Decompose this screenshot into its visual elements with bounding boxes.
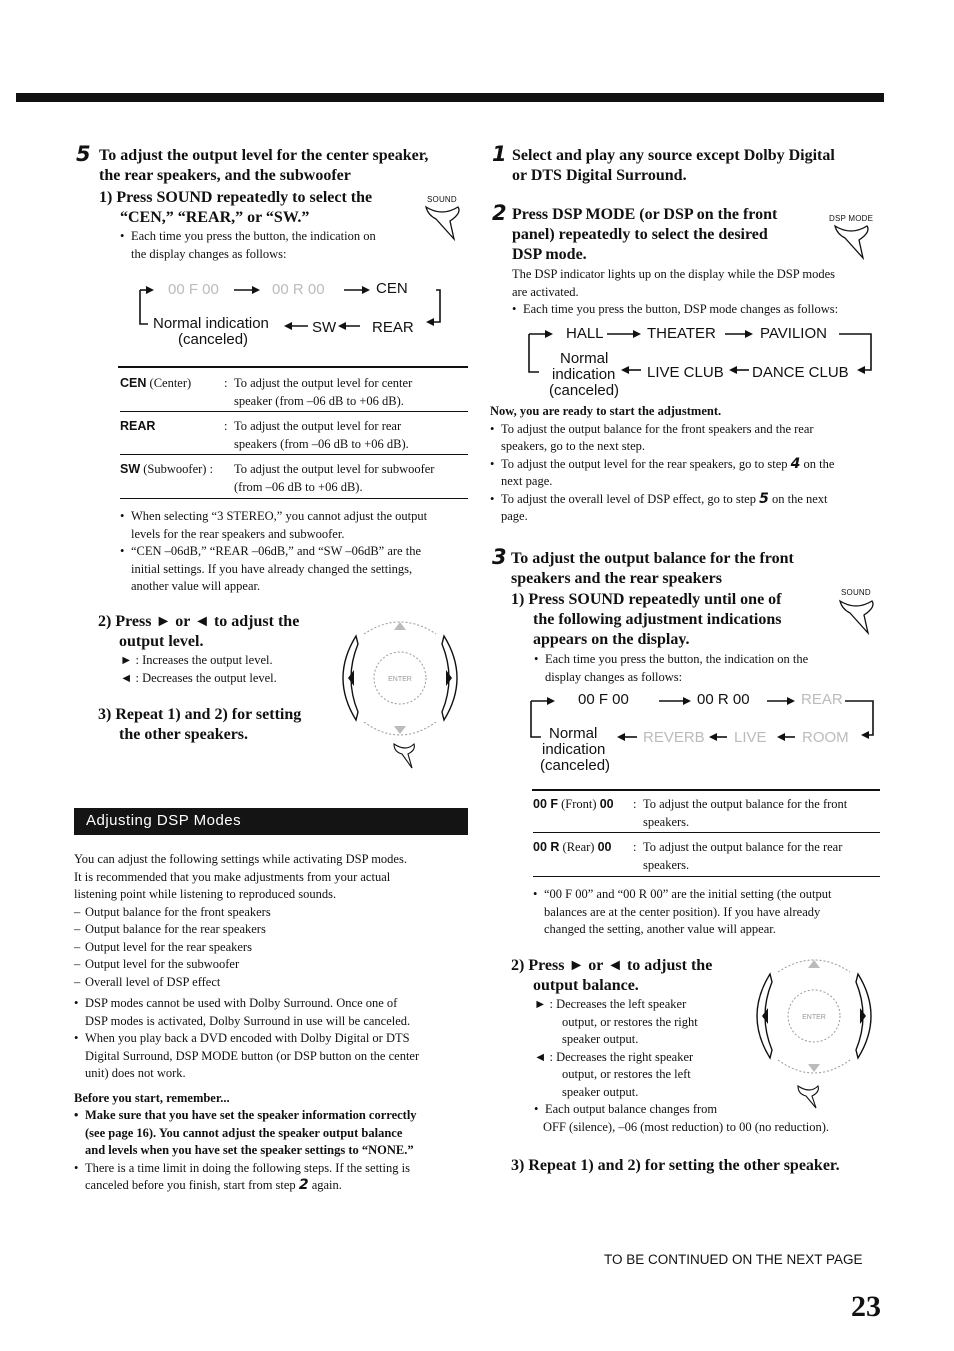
substep2-line2: output level. [119, 633, 204, 650]
value-line1: To adjust the output level for rear [234, 419, 402, 433]
ready-b2-line1 [490, 456, 885, 474]
decrease-desc: ◄ : Decreases the output level. [120, 670, 277, 685]
table-key [120, 375, 191, 393]
table-key [120, 461, 213, 479]
step5-title-line2: the rear speakers, and the subwoofer [99, 167, 351, 184]
colon: : [633, 797, 637, 811]
bal-note-line3: changed the setting, another value will appear. [544, 922, 776, 936]
step5-title [99, 146, 469, 186]
cycle-ghost-rear: 00 R 00 [272, 281, 325, 298]
key-front-mid: (Front) [558, 797, 600, 811]
bal-ghost-live: LIVE [734, 729, 767, 746]
table-row [120, 372, 468, 412]
table-top-rule [118, 366, 468, 368]
reminder1-line3: and levels when you have set the speaker settings to “NONE.” [85, 1143, 414, 1157]
substep3-line2: the other speakers. [119, 726, 249, 743]
before-you-start: Before you start, remember... [74, 1090, 230, 1105]
step3-title [511, 549, 891, 589]
dsp-note1-line1: • DSP modes cannot be used with Dolby Surround. Once one of [74, 995, 474, 1013]
table-key [533, 796, 614, 814]
step2-line1: Press DSP MODE (or DSP on the front [512, 206, 778, 223]
left-arrow-desc3: speaker output. [562, 1084, 639, 1099]
list-item: – Overall level of DSP effect [74, 974, 474, 992]
step2-desc [512, 266, 892, 319]
colon: : [633, 840, 637, 854]
s3-sub1-line1: 1) Press SOUND repeatedly until one of [511, 591, 782, 608]
colon: : [224, 376, 228, 390]
s3-sub2-line1: 2) Press ► or ◄ to adjust the [511, 957, 713, 974]
step-ref-5: 5 [759, 490, 769, 507]
cursor-pad-icon[interactable] [336, 612, 466, 772]
cycle-normal-indication: Normal indication [153, 315, 269, 332]
key-sw-suffix: (Subwoofer) : [140, 462, 214, 476]
substep1-bullet [120, 228, 420, 263]
step2-title [512, 205, 842, 265]
ready-heading: Now, you are ready to start the adjustment. [490, 404, 722, 418]
note2-line2: initial settings. If you have already changed the settings, [131, 561, 413, 576]
substep1-bullet-line2: the display changes as follows: [131, 246, 287, 261]
dsp-canceled: (canceled) [549, 382, 620, 399]
dsp-note1-line2: DSP modes is activated, Dolby Surround in use will be canceled. [85, 1013, 411, 1028]
right-arrow-desc3: speaker output. [562, 1032, 639, 1046]
balance-change-line2: OFF (silence), –06 (most reduction) to 00 (no reduction). [543, 1119, 830, 1134]
list-item: – Output balance for the rear speakers [74, 921, 474, 939]
ready-section [490, 403, 885, 526]
header-rule [16, 93, 884, 102]
cycle-ghost-front: 00 F 00 [168, 281, 219, 298]
step5-title-line1: To adjust the output level for the center speaker, [99, 147, 429, 164]
step2-p-line1: The DSP indicator lights up on the display while the DSP modes [512, 267, 836, 281]
reminder1-line2: (see page 16). You cannot adjust the speaker output balance [85, 1125, 403, 1140]
enter-label: ENTER [388, 676, 412, 683]
dsp-pavilion: PAVILION [760, 325, 827, 342]
ready-b2-line2: next page. [501, 474, 553, 488]
substep2-arrows [120, 652, 277, 687]
dsp-intro [74, 851, 474, 1195]
ready-b1-line2: speakers, go to the next step. [501, 439, 646, 453]
ready-b2-end: on the [800, 456, 835, 471]
bal-ghost-room: ROOM [802, 729, 849, 746]
note1-line2: levels for the rear speakers and subwoofer. [131, 526, 345, 541]
list-item: – Output level for the rear speakers [74, 939, 474, 957]
step3-substep3: 3) Repeat 1) and 2) for setting the other speaker. [511, 1157, 840, 1174]
dsp-note2-line3: unit) does not work. [85, 1066, 186, 1080]
bal-ghost-reverb: REVERB [643, 729, 705, 746]
step-ref-2: 2 [298, 1177, 309, 1193]
step-number-1: 1 [492, 142, 507, 166]
value-line2: speaker (from –06 dB to +06 dB). [234, 393, 404, 408]
cycle-sw: SW [312, 319, 337, 336]
table-row [120, 412, 468, 455]
continued-note: TO BE CONTINUED ON THE NEXT PAGE [604, 1252, 863, 1267]
step3-line2: speakers and the rear speakers [511, 570, 722, 587]
sound-button-label: SOUND [427, 195, 457, 204]
bal-canceled: (canceled) [540, 757, 611, 774]
step1-line1: Select and play any source except Dolby Digital [512, 147, 835, 164]
ready-b2-text: To adjust the output level for the rear speakers, go to step [501, 456, 791, 471]
table-row [120, 455, 468, 499]
colon: : [224, 419, 228, 433]
dsp-dance-club: DANCE CLUB [752, 364, 849, 381]
cycle-canceled: (canceled) [178, 331, 249, 348]
value-line2: speakers. [643, 857, 690, 872]
value-line2: speakers. [643, 814, 690, 829]
bal-indication: indication [542, 741, 606, 758]
value-line1: To adjust the output level for center [234, 376, 413, 390]
balance-table [533, 793, 880, 877]
step3-substep2 [511, 956, 712, 996]
sound-button-icon[interactable] [424, 203, 464, 247]
ready-b3-line2: page. [501, 509, 528, 523]
section-banner-dsp: Adjusting DSP Modes [74, 808, 468, 835]
reminder2-text: canceled before you finish, start from step [85, 1178, 299, 1192]
dsp-normal: Normal [560, 350, 609, 367]
cursor-pad-icon-2[interactable] [750, 950, 880, 1110]
dsp-live-club: LIVE CLUB [647, 364, 724, 381]
sound-button-icon-2[interactable] [838, 597, 878, 641]
step2-line3: DSP mode. [512, 246, 587, 263]
bal-rear: 00 R 00 [697, 691, 750, 708]
key-cen-suffix: (Center) [146, 376, 192, 390]
step-number-3: 3 [492, 545, 507, 569]
ready-b3-line1 [490, 491, 885, 509]
step2-p-line2: are activated. [512, 284, 579, 299]
reminder2-line2 [74, 1177, 474, 1195]
s3-sub2-line2: output balance. [533, 977, 639, 994]
step5-substep3 [98, 705, 301, 745]
s3-sub1-line2: the following adjustment indications [533, 611, 782, 628]
step3-line1: To adjust the output balance for the front [511, 550, 794, 567]
value-line2: (from –06 dB to +06 dB). [234, 479, 363, 494]
dsp-indication: indication [552, 366, 616, 383]
key-cen: CEN [120, 376, 147, 390]
key-front: 00 F [533, 797, 559, 811]
step1-line2: or DTS Digital Surround. [512, 167, 687, 184]
step2-line2: panel) repeatedly to select the desired [512, 226, 768, 243]
step-number-5: 5 [76, 142, 91, 166]
substep3-line1: 3) Repeat 1) and 2) for setting [98, 706, 302, 723]
dsp-mode-button-label: DSP MODE [829, 214, 874, 223]
right-arrow-desc2: output, or restores the right [562, 1014, 698, 1029]
dsp-note2-line2: Digital Surround, DSP MODE button (or DSP button on the center [85, 1048, 420, 1063]
dsp-hall: HALL [566, 325, 604, 342]
dsp-note2-line1: • When you play back a DVD encoded with Dolby Digital or DTS [74, 1030, 474, 1048]
key-rear-bal: 00 R [533, 840, 560, 854]
step5-substep1 [99, 188, 372, 228]
s3-sub1-line3: appears on the display. [533, 631, 690, 648]
bal-note-line2: balances are at the center position). If you have already [544, 904, 821, 919]
right-arrow-desc1: ► : Decreases the left speaker [534, 997, 687, 1011]
step5-substep2 [98, 612, 299, 652]
reminder2-end: again. [308, 1178, 342, 1192]
key-rear-end: 00 [597, 840, 612, 854]
left-arrow-desc1: ◄ : Decreases the right speaker [534, 1049, 694, 1064]
list-item: – Output level for the subwoofer [74, 956, 474, 974]
bal-note-line1: • “00 F 00” and “00 R 00” are the initial setting (the output [533, 886, 883, 904]
table-key [120, 418, 155, 436]
reminder1-line1: • Make sure that you have set the speaker information correctly [74, 1107, 474, 1125]
sound-button-label-2: SOUND [841, 588, 871, 597]
step-number-2: 2 [492, 201, 507, 225]
value-line1: To adjust the output level for subwoofer [234, 462, 435, 476]
key-sw: SW [120, 462, 141, 476]
list-item: – Output balance for the front speakers [74, 904, 474, 922]
substep1-bullet-line1: • Each time you press the button, the indication on [120, 228, 420, 246]
substep1-line1: 1) Press SOUND repeatedly to select the [99, 189, 373, 206]
step2-bullet: • Each time you press the button, DSP mode changes as follows: [512, 301, 892, 319]
table-row [533, 793, 880, 833]
s3-bullet-line1: • Each time you press the button, the indication on the [534, 651, 864, 669]
bal-ghost-rear: REAR [801, 691, 843, 708]
page-number: 23 [851, 1290, 881, 1323]
note2-line3: another value will appear. [131, 579, 261, 593]
s3-sub1-bullet [534, 651, 864, 686]
step-ref-4: 4 [790, 455, 801, 472]
value-line2: speakers (from –06 dB to +06 dB). [234, 436, 409, 451]
table-row [533, 833, 880, 877]
ready-b1-line1: • To adjust the output balance for the front speakers and the rear [490, 421, 885, 439]
intro-line2: It is recommended that you make adjustments from your actual [74, 869, 391, 884]
ready-b3-text: To adjust the overall level of DSP effect, go to step [501, 491, 760, 506]
balance-change-line1: • Each output balance changes from [534, 1101, 884, 1119]
bal-front: 00 F 00 [578, 691, 629, 708]
intro-line3: listening point while listening to reproduced sounds. [74, 887, 337, 901]
value-line1: To adjust the output balance for the rear [643, 840, 843, 854]
table2-top-rule [532, 789, 880, 791]
substep2-line1: 2) Press ► or ◄ to adjust the [98, 613, 300, 630]
reminder2-line1: • There is a time limit in doing the following steps. If the setting is [74, 1160, 474, 1178]
dsp-theater: THEATER [647, 325, 716, 342]
table-value [120, 415, 468, 457]
step5-notes [120, 508, 470, 596]
bal-normal: Normal [549, 725, 598, 742]
step3-substep1 [511, 590, 782, 650]
key-rear-mid: (Rear) [559, 840, 598, 854]
key-rear: REAR [120, 419, 156, 433]
substep1-line2: “CEN,” “REAR,” or “SW.” [120, 209, 310, 226]
speaker-level-table [120, 372, 468, 499]
value-line1: To adjust the output balance for the front [643, 797, 848, 811]
table-key [533, 839, 611, 857]
cycle-rear: REAR [372, 319, 414, 336]
ready-b3-end: on the next [768, 491, 828, 506]
left-arrow-desc2: output, or restores the left [562, 1067, 691, 1081]
cycle-cen: CEN [376, 280, 408, 297]
dsp-mode-button-icon[interactable] [833, 222, 873, 266]
enter-label-2: ENTER [802, 1014, 826, 1021]
increase-desc: ► : Increases the output level. [120, 653, 273, 667]
key-front-end: 00 [599, 797, 614, 811]
s3-bullet-line2: display changes as follows: [545, 669, 683, 684]
note2-line1: • “CEN –06dB,” “REAR –06dB,” and “SW –06dB” are the [120, 543, 470, 561]
balance-note [533, 886, 883, 939]
note1-line1: • When selecting “3 STEREO,” you cannot adjust the output [120, 508, 470, 526]
intro-line1: You can adjust the following settings while activating DSP modes. [74, 852, 407, 866]
step1-title [512, 146, 892, 186]
